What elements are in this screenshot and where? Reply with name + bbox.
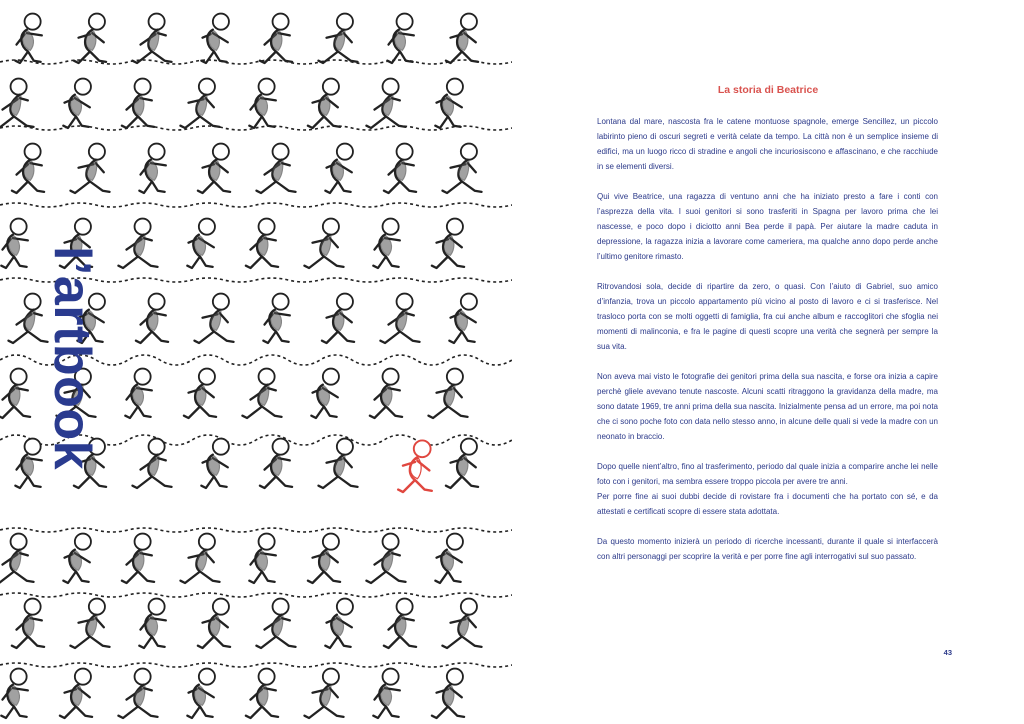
sketch-figure [74,14,106,63]
sketch-figure [304,669,343,718]
sketch-figure [449,294,477,343]
sketch-figure [194,294,233,343]
sketch-figure [325,144,353,193]
right-page-text [512,0,1024,724]
paragraph: Dopo quelle nient’altro, fino al trasferimento, periodo dal quale inizia a comparire anche lei nelle foto con i genitori, ma sembra essere troppo piccola per avere tre anni. Per porre fine ai suoi dubbi decide di rovistare fra i documenti che ha portato con sé, e da attestati e certificati scopre di essere stata adottata. [597,462,938,516]
sketch-figure [260,439,292,488]
sketch-figure [139,599,165,648]
sketch-figure [442,144,481,193]
sketch-figure [428,369,467,418]
sketch-figure [249,79,275,128]
story-body [597,114,938,579]
sketch-figure [435,534,463,583]
sketch-figure [187,219,215,268]
paragraph: Lontana dal mare, nascosta fra le catene montuose spagnole, emerge Sencillez, un piccolo labirinto pieno di oscuri segreti e verità celate da tempo. La città non è un semplice insieme di edifici, ma un luogo ricco di stradine e angoli che incuriosiscono e affascinano, e che racchiude in se elementi diversi. [597,117,938,171]
sketch-figure [118,219,157,268]
sketch-figure [432,669,464,718]
sketch-figure [373,669,399,718]
sketch-figure [12,599,44,648]
sketch-figure [260,14,292,63]
paragraph: Qui vive Beatrice, una ragazza di ventuno anni che ha iniziato presto a fare i conti con l’asprezza della vita. I suoi genitori si sono trasferiti in Spagna per lavoro prima che lei nascesse, e poco dopo i diciotto anni Bea perde il papà. Per aiutare la madre caduta in depressione, la ragazza inizia a lavorare come cameriera, ma qualche anno dopo perde anche l’ultimo genitore rimasto. [597,192,938,261]
sketch-figure [132,439,171,488]
sketch-figure [15,439,41,488]
sketch-figure [180,534,219,583]
sketch-figure [325,599,353,648]
sketch-figure [132,14,171,63]
sketch-figure [246,669,278,718]
sketch-figure [384,599,416,648]
sketch-figure [446,14,478,63]
sketch-figure [373,219,399,268]
story-title: La storia di Beatrice [717,84,819,96]
sketch-figure [263,294,289,343]
sketch-figure [0,534,34,583]
sketch-figure [198,599,230,648]
sketch-figure [70,144,109,193]
sketch-figure [15,14,41,63]
sketch-figure [122,79,154,128]
sketch-figure [442,599,481,648]
sketch-figure [318,439,357,488]
sketch-figure [1,219,27,268]
sketch-figure [432,219,464,268]
vertical-title: l’artbook [43,245,101,471]
sketch-figure [63,534,91,583]
sketch-figure [366,534,405,583]
sketch-figure [139,144,165,193]
sketch-figure [308,79,340,128]
paragraph: Non aveva mai visto le fotografie dei genitori prima della sua nascita, e forse ora inizia a capire perchè gliele avevano tenute nascoste. Alcuni scatti ritraggono la gravidanza della madre, ma sono datate 1969, tre anni prima della sua nascita. Inizialmente pensa ad un errore, ma poi nota che ci sono poche foto con data nello stesso anno, in alcune delle quali si vede la madre con un neonato in braccio. [597,372,938,441]
sketch-figure [370,369,402,418]
sketch-figure [387,14,413,63]
sketch-figure [311,369,339,418]
sketch-figure [242,369,281,418]
dashed-ground-line [0,593,512,597]
sketch-figure [1,669,27,718]
sketch-figure [125,369,151,418]
sketch-figure [198,144,230,193]
sketch-figure [60,669,92,718]
highlighted-figure [398,440,432,492]
sketch-figure [446,439,478,488]
sketch-figure [366,79,405,128]
sketch-figure [0,79,34,128]
sketch-figure [308,534,340,583]
sketch-figure [118,669,157,718]
sketch-figure [246,219,278,268]
sketch-figure [63,79,91,128]
sketch-figure [180,79,219,128]
sketch-figure [136,294,168,343]
sketch-figure [201,14,229,63]
sketch-figure [0,369,30,418]
sketch-figure [384,144,416,193]
sketch-figure [201,439,229,488]
dashed-ground-line [0,203,512,207]
sketch-figure [380,294,419,343]
sketch-figure [12,144,44,193]
dashed-ground-line [0,663,512,667]
sketch-figure [256,599,295,648]
sketch-figure [322,294,354,343]
paragraph: Ritrovandosi sola, decide di ripartire da zero, o quasi. Con l’aiuto di Gabriel, suo amico d’infanzia, trova un piccolo appartamento più vicino al posto di lavoro e ci si trasferisce. Nel trasloco porta con se molti oggetti di famiglia, fra cui anche album e raccoglitori che sfoglia nei momenti di malinconia, e fra le pagine di questi scopre una verità che segnerà per sempre la sua vita. [597,282,938,351]
sketch-figure [70,599,109,648]
dashed-ground-line [0,528,512,532]
sketch-figure [187,669,215,718]
sketch-figure [318,14,357,63]
sketch-figure [304,219,343,268]
sketch-figure [122,534,154,583]
sketch-figure [435,79,463,128]
paragraph: Da questo momento inizierà un periodo di ricerche incessanti, durante il quale si interfaccerà con altri personaggi per scoprire la verità e per porre fine agli interrogativi sul suo passato. [597,537,938,561]
sketch-figure [184,369,216,418]
sketch-figure [256,144,295,193]
sketch-figure [249,534,275,583]
page-number: 43 [943,648,952,657]
